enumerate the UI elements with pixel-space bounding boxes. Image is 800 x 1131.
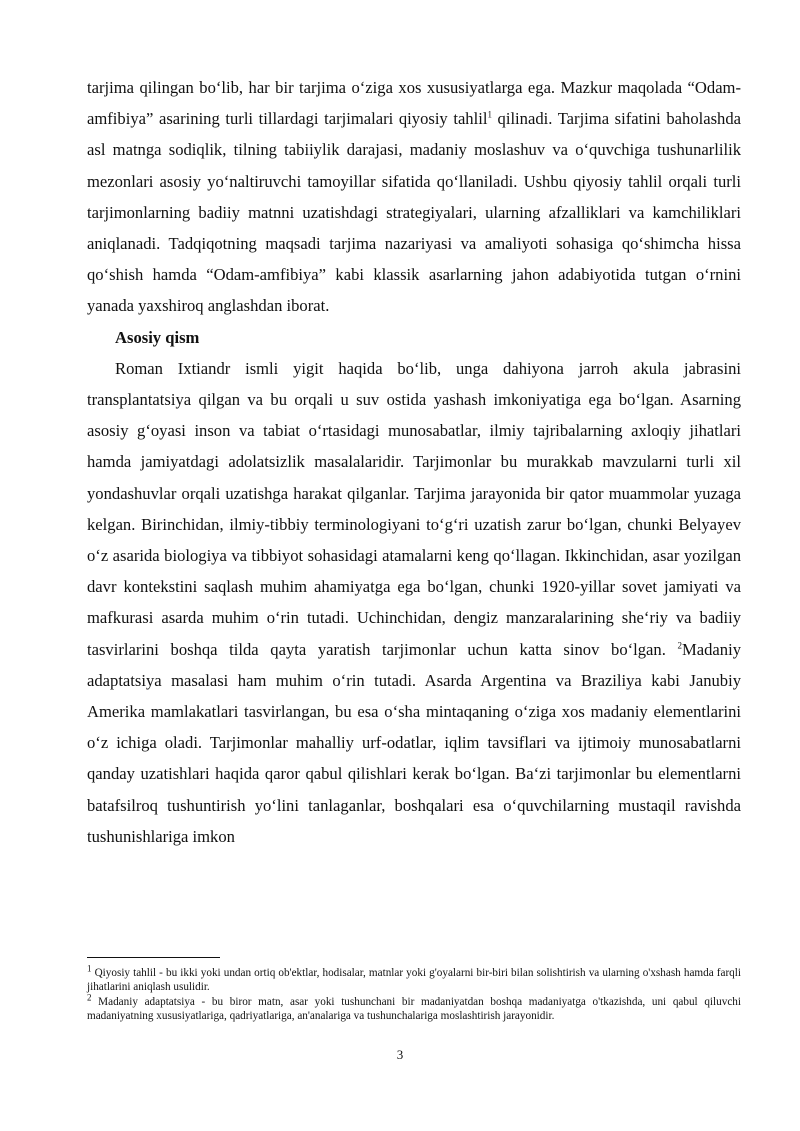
section-heading: Asosiy qism [115,327,200,347]
intro-paragraph: tarjima qilingan bo‘lib, har bir tarjima o‘ziga xos xususiyatlarga ega. Mazkur maqolada “Odam-amfibiya” asarining turli tillardagi tarjimalari qiyosiy tahlil$^1$ qilinadi. Tarjima sifatini baholashda asl matnga sodiqlik, tilning tabiiylik darajasi, madaniy moslashuv va o‘quvchiga tushunarlilik mezonlari asosiy yo‘naltiruvchi tamoyillar sifatida qo‘llaniladi. Ushbu qiyosiy tahlil orqali turli tarjimonlarning badiiy matnni uzatishdagi strategiyalari, ularning afzalliklari va kamchiliklari aniqlanadi. Tadqiqotning maqsadi tarjima nazariyasi va amaliyoti sohasiga qo‘shimcha hissa qo‘shish hamda “Odam-amfibiya” kabi klassik asarlarning jahon adabiyotida tutgan o‘rnini yanada yaxshiroq anglashdan iborat. [87,78,742,316]
main-paragraph: Roman Ixtiandr ismli yigit haqida bo‘lib, unga dahiyona jarroh akula jabrasini transplantatsiya qilgan va bu orqali u suv ostida yashash imkoniyatiga ega bo‘lgan. Asarning asosiy g‘oyasi inson va tabiat o‘rtasidagi munosabatlar, ilmiy tajribalarning axloqiy jihatlari hamda jamiyatdagi adolatsizlik masalalaridir. Tarjimonlar bu murakkab mavzularni turli xil yondashuvlar orqali uzatishga harakat qilganlar. Tarjima jarayonida bir qator muammolar yuzaga kelgan. Birinchidan, ilmiy-tibbiy terminologiyani to‘g‘ri uzatish zarur bo‘lgan, chunki Belyayev o‘z asarida biologiya va tibbiyot sohasidagi atamalarni keng qo‘llagan. Ikkinchidan, asar yozilgan davr kontekstini saqlash muhim ahamiyatga ega bo‘lgan, chunki 1920-yillar sovet jamiyati va mafkurasi asarda muhim o‘rin tutadi. Uchinchidan, dengiz manzaralarining she‘riy va badiiy tasvirlarini boshqa tilda qayta yaratish tarjimonlar uchun katta sinov bo‘lgan. $^2$Madaniy adaptatsiya masalasi ham muhim o‘rin tutadi. Asarda Argentina va Braziliya kabi Janubiy Amerika mamlakatlari tasvirlangan, bu esa o‘sha mintaqaning o‘ziga xos madaniy elementlarini o‘z ichiga oladi. Tarjimonlar mahalliy urf-odatlar, iqlim tavsiflari va ijtimoiy munosabatlarni qanday uzatishlari haqida qaror qabul qilishlari kerak bo‘lgan. Ba‘zi tarjimonlar bu elementlarni batafsilroq tushuntirish yo‘lini tanlaganlar, boshqalari esa o‘quvchilarning mustaqil ravishda tushunishlariga imkon [87,358,741,846]
body-text [87,72,741,852]
footnote-1 [87,963,741,995]
footnote-number: 2 [87,992,92,1003]
footnote-ref-2[interactable]: 2 [677,640,682,651]
footnote-2 [87,992,741,1024]
footnote-text: Madaniy adaptatsiya - bu biror matn, asar yoki tushunchani bir madaniyatdan boshqa madaniyatga o'tkazishda, uni qabul qiluvchi madaniyatning xususiyatlariga, qadriyatlariga, an'analariga va tushunchalariga moslashtirish jarayonidir. [87,995,741,1023]
footnote-text: Qiyosiy tahlil - bu ikki yoki undan ortiq ob'ektlar, hodisalar, matnlar yoki g'oyalarni bir-biri bilan solishtirish va ularning o'xshash hamda farqli jihatlarini aniqlash usulidir. [87,967,741,994]
footnote-number: 1 [87,963,92,974]
footnote-ref-1[interactable]: 1 [487,109,492,120]
footnote-divider [87,957,220,958]
page-number: 3 [396,1047,404,1062]
footnotes [87,963,741,1024]
